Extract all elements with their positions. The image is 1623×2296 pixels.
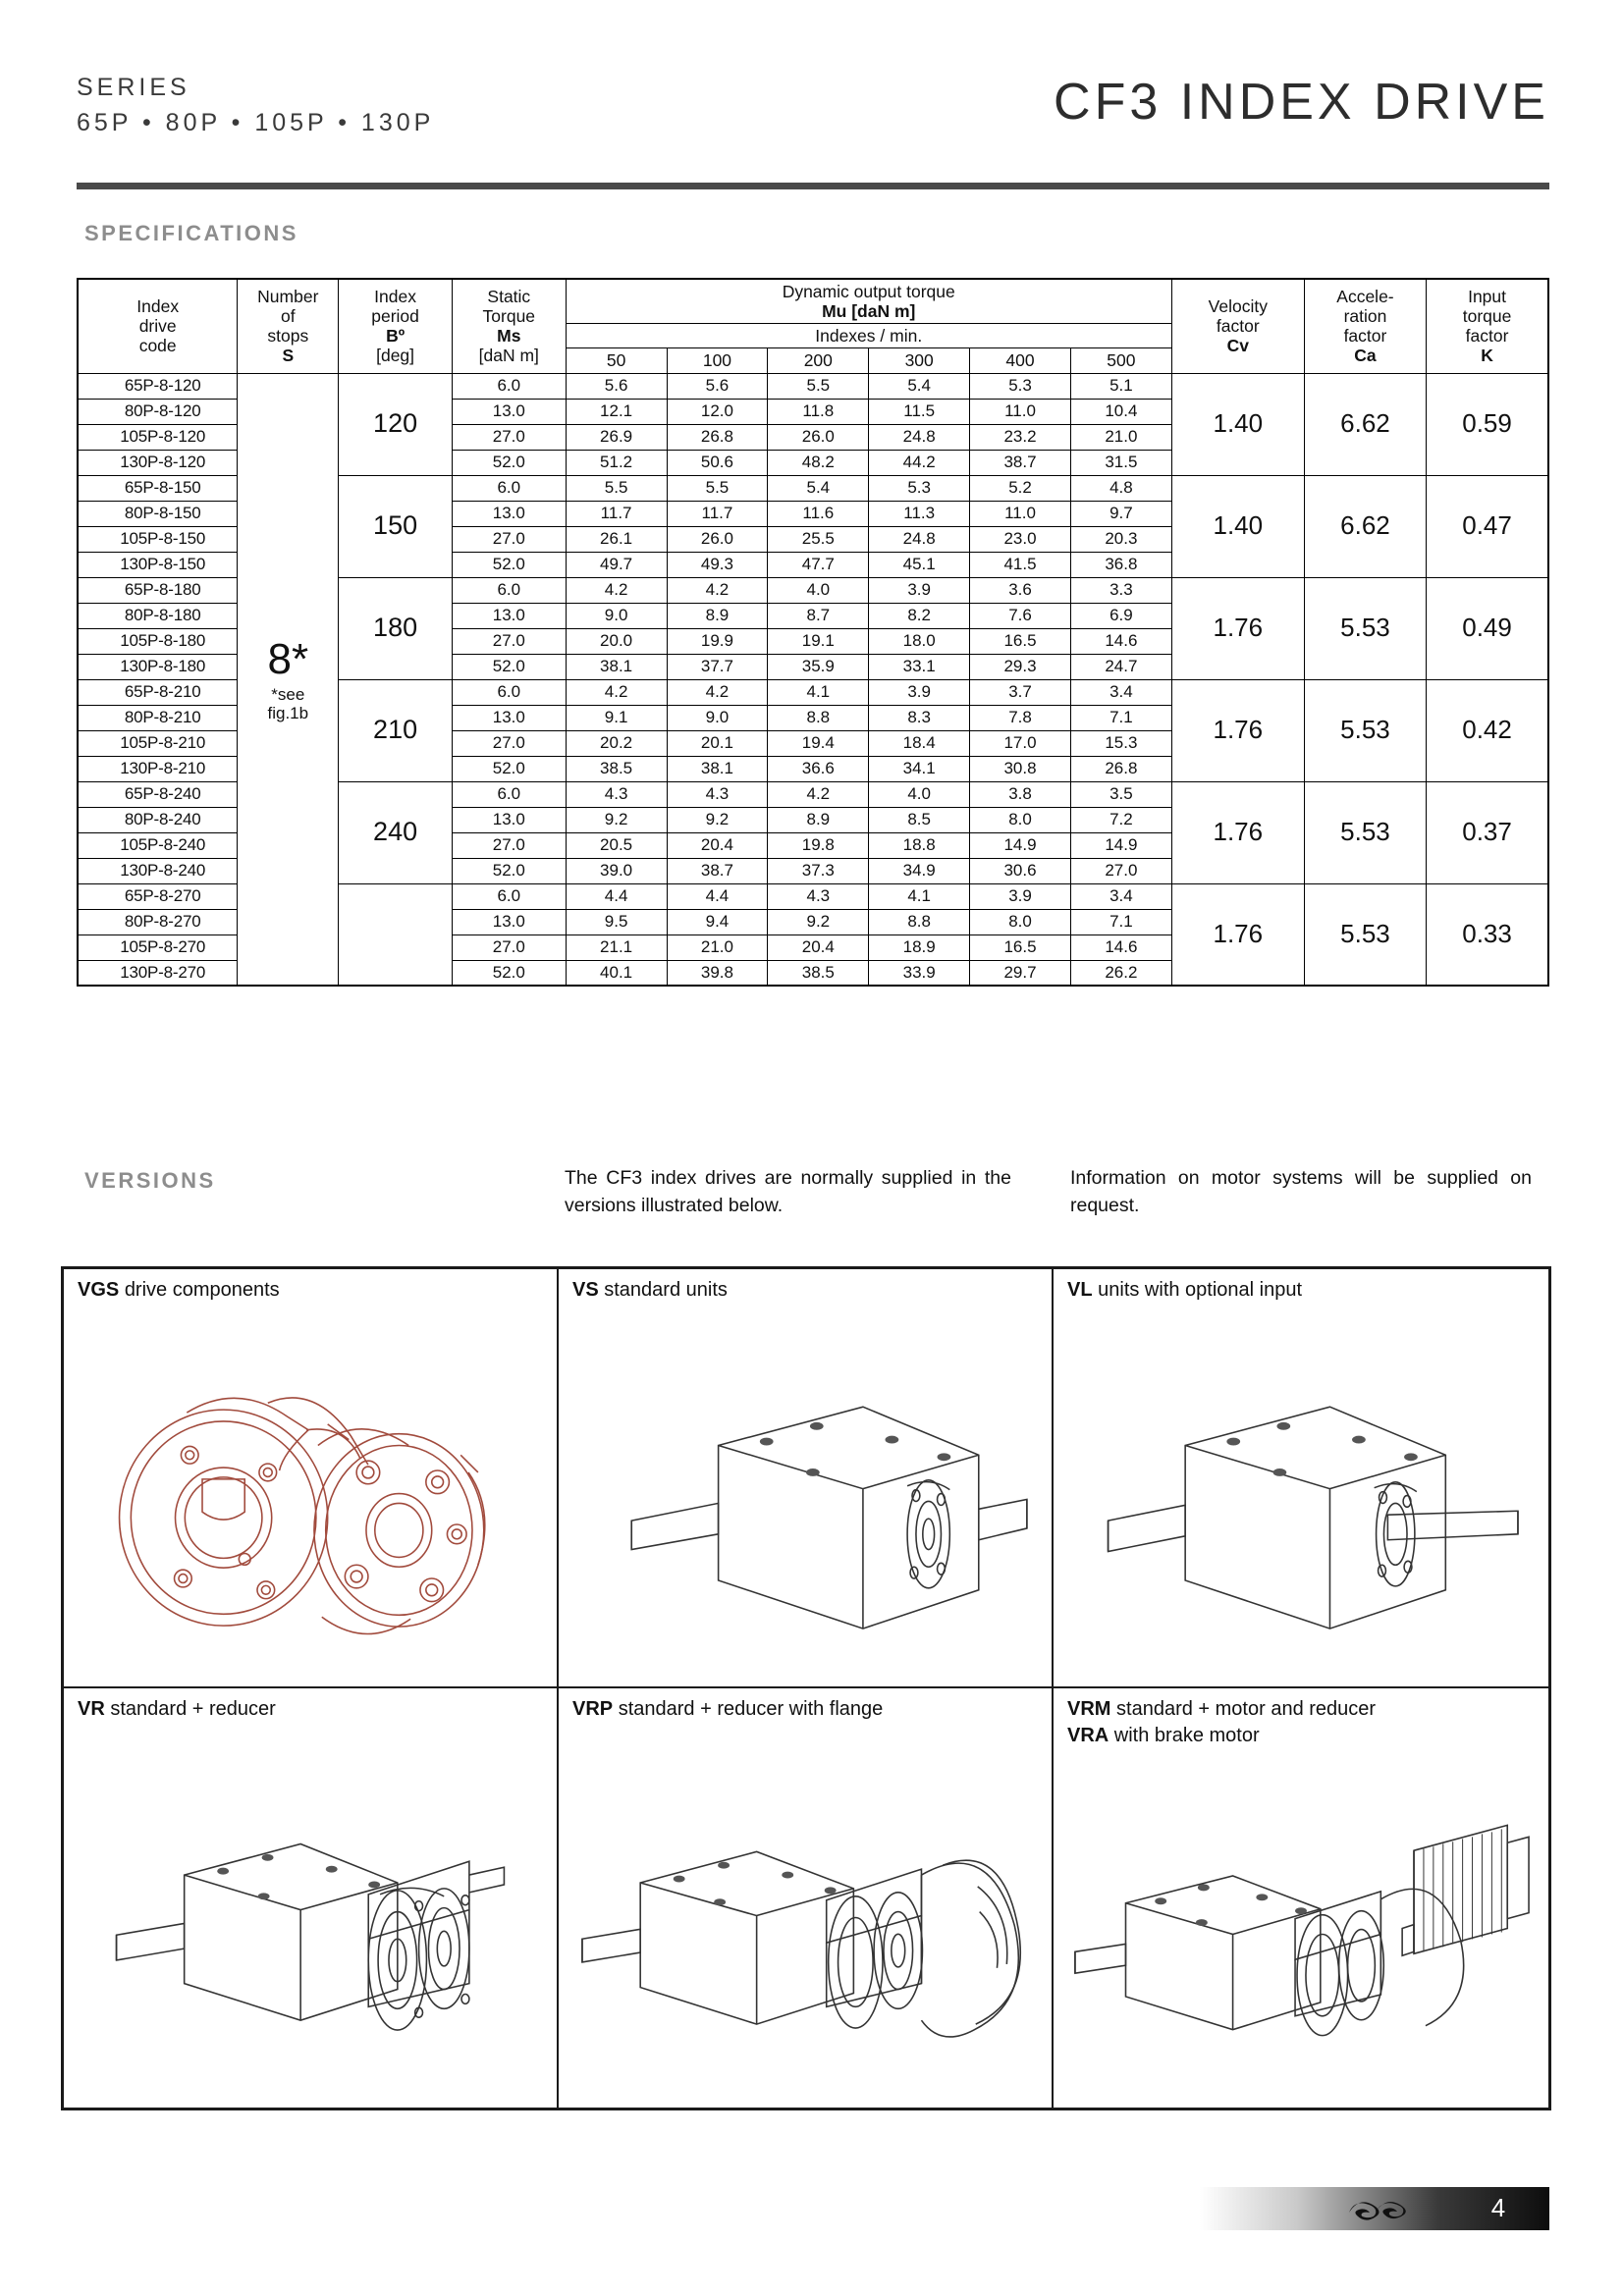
versions-heading: VERSIONS xyxy=(84,1168,216,1193)
cell-static-torque: 13.0 xyxy=(452,501,566,526)
cell-dynamic-torque-100: 38.7 xyxy=(667,858,768,883)
versions-grid xyxy=(61,1266,1551,2110)
cell-dynamic-torque-200: 19.1 xyxy=(768,628,869,654)
cell-velocity-factor: 1.76 xyxy=(1171,781,1304,883)
header-divider xyxy=(77,183,1549,189)
cell-dynamic-torque-200: 8.7 xyxy=(768,603,869,628)
cell-dynamic-torque-100: 4.2 xyxy=(667,577,768,603)
cell-index-drive-code: 80P-8-240 xyxy=(78,807,238,832)
cell-dynamic-torque-200: 9.2 xyxy=(768,909,869,934)
cell-static-torque: 6.0 xyxy=(452,679,566,705)
version-art-vr xyxy=(64,1730,557,2108)
cell-index-period: 120 xyxy=(339,373,453,475)
version-label-vrm xyxy=(1067,1698,1376,1747)
cell-index-drive-code: 105P-8-240 xyxy=(78,832,238,858)
cell-static-torque: 6.0 xyxy=(452,475,566,501)
cell-dynamic-torque-100: 11.7 xyxy=(667,501,768,526)
cell-dynamic-torque-200: 37.3 xyxy=(768,858,869,883)
cell-static-torque: 52.0 xyxy=(452,450,566,475)
stops-value: 8* xyxy=(267,634,309,683)
cell-dynamic-torque-400: 5.3 xyxy=(970,373,1071,399)
cell-dynamic-torque-400: 3.7 xyxy=(970,679,1071,705)
cell-dynamic-torque-300: 8.3 xyxy=(869,705,970,730)
cell-dynamic-torque-50: 9.2 xyxy=(566,807,667,832)
cell-dynamic-torque-500: 21.0 xyxy=(1070,424,1171,450)
cell-dynamic-torque-500: 14.6 xyxy=(1070,934,1171,960)
cell-dynamic-torque-50: 12.1 xyxy=(566,399,667,424)
cell-dynamic-torque-400: 30.8 xyxy=(970,756,1071,781)
cell-dynamic-torque-400: 3.6 xyxy=(970,577,1071,603)
version-label-vra xyxy=(1067,1725,1376,1747)
page-title: CF3 INDEX DRIVE xyxy=(1054,74,1549,131)
cell-dynamic-torque-100: 50.6 xyxy=(667,450,768,475)
cell-input-torque-factor: 0.47 xyxy=(1427,475,1548,577)
company-logo xyxy=(1343,2191,1412,2226)
cell-dynamic-torque-50: 20.0 xyxy=(566,628,667,654)
cell-dynamic-torque-400: 11.0 xyxy=(970,399,1071,424)
cell-dynamic-torque-50: 4.2 xyxy=(566,577,667,603)
cell-velocity-factor: 1.76 xyxy=(1171,679,1304,781)
cell-dynamic-torque-100: 19.9 xyxy=(667,628,768,654)
th-index-drive-code: Index drive code xyxy=(78,279,238,373)
cell-dynamic-torque-50: 4.4 xyxy=(566,883,667,909)
cell-static-torque: 27.0 xyxy=(452,730,566,756)
cell-index-drive-code: 80P-8-120 xyxy=(78,399,238,424)
cell-dynamic-torque-100: 4.2 xyxy=(667,679,768,705)
cell-dynamic-torque-50: 39.0 xyxy=(566,858,667,883)
cell-dynamic-torque-500: 10.4 xyxy=(1070,399,1171,424)
th-index-400: 400 xyxy=(970,348,1071,373)
cell-dynamic-torque-400: 30.6 xyxy=(970,858,1071,883)
th-index-period: Index period Bº [deg] xyxy=(339,279,453,373)
cell-acceleration-factor: 5.53 xyxy=(1304,679,1426,781)
cell-dynamic-torque-100: 5.5 xyxy=(667,475,768,501)
table-row xyxy=(78,373,1548,399)
cell-dynamic-torque-200: 48.2 xyxy=(768,450,869,475)
cell-dynamic-torque-200: 19.4 xyxy=(768,730,869,756)
cell-dynamic-torque-500: 9.7 xyxy=(1070,501,1171,526)
series-label: SERIES xyxy=(77,74,190,101)
cell-dynamic-torque-200: 35.9 xyxy=(768,654,869,679)
cell-dynamic-torque-500: 4.8 xyxy=(1070,475,1171,501)
cell-dynamic-torque-300: 8.2 xyxy=(869,603,970,628)
cell-velocity-factor: 1.76 xyxy=(1171,577,1304,679)
page-number: 4 xyxy=(1490,2193,1506,2222)
cell-dynamic-torque-300: 18.0 xyxy=(869,628,970,654)
cell-dynamic-torque-300: 44.2 xyxy=(869,450,970,475)
cell-input-torque-factor: 0.33 xyxy=(1427,883,1548,986)
cell-dynamic-torque-200: 5.5 xyxy=(768,373,869,399)
cell-dynamic-torque-100: 8.9 xyxy=(667,603,768,628)
cell-static-torque: 52.0 xyxy=(452,654,566,679)
version-code-vra: VRA xyxy=(1067,1725,1109,1746)
cell-dynamic-torque-100: 9.2 xyxy=(667,807,768,832)
stops-note-2: fig.1b xyxy=(267,704,309,723)
cell-dynamic-torque-500: 26.8 xyxy=(1070,756,1171,781)
th-dynamic-output-torque: Dynamic output torque Mu [daN m] xyxy=(566,279,1171,324)
cell-static-torque: 13.0 xyxy=(452,909,566,934)
cell-dynamic-torque-300: 11.5 xyxy=(869,399,970,424)
cell-acceleration-factor: 5.53 xyxy=(1304,781,1426,883)
cell-dynamic-torque-400: 16.5 xyxy=(970,934,1071,960)
cell-input-torque-factor: 0.42 xyxy=(1427,679,1548,781)
cell-dynamic-torque-100: 20.4 xyxy=(667,832,768,858)
cell-dynamic-torque-50: 5.5 xyxy=(566,475,667,501)
th-index-300: 300 xyxy=(869,348,970,373)
cell-static-torque: 27.0 xyxy=(452,628,566,654)
version-code-vs: VS xyxy=(572,1279,599,1301)
cell-index-drive-code: 130P-8-120 xyxy=(78,450,238,475)
version-code-vrp: VRP xyxy=(572,1698,614,1720)
version-label-vs xyxy=(572,1279,728,1302)
cell-index-drive-code: 65P-8-120 xyxy=(78,373,238,399)
cell-acceleration-factor: 5.53 xyxy=(1304,577,1426,679)
cell-dynamic-torque-400: 5.2 xyxy=(970,475,1071,501)
version-desc-vl: units with optional input xyxy=(1098,1279,1303,1301)
versions-paragraph-1: The CF3 index drives are normally supplied in the versions illustrated below. xyxy=(565,1167,1011,1217)
cell-dynamic-torque-50: 21.1 xyxy=(566,934,667,960)
cell-index-period: 150 xyxy=(339,475,453,577)
cell-dynamic-torque-50: 4.2 xyxy=(566,679,667,705)
cell-index-period: 240 xyxy=(339,781,453,883)
th-input-torque-factor: Input torque factor K xyxy=(1427,279,1548,373)
cell-acceleration-factor: 5.53 xyxy=(1304,883,1426,986)
th-index-200: 200 xyxy=(768,348,869,373)
cell-static-torque: 13.0 xyxy=(452,807,566,832)
cell-dynamic-torque-500: 7.1 xyxy=(1070,909,1171,934)
cell-index-drive-code: 65P-8-270 xyxy=(78,883,238,909)
cell-dynamic-torque-100: 5.6 xyxy=(667,373,768,399)
cell-dynamic-torque-400: 29.3 xyxy=(970,654,1071,679)
th-index-500: 500 xyxy=(1070,348,1171,373)
cell-dynamic-torque-300: 8.8 xyxy=(869,909,970,934)
cell-index-drive-code: 105P-8-180 xyxy=(78,628,238,654)
cell-dynamic-torque-50: 9.0 xyxy=(566,603,667,628)
cell-dynamic-torque-400: 3.9 xyxy=(970,883,1071,909)
cell-dynamic-torque-300: 45.1 xyxy=(869,552,970,577)
cell-dynamic-torque-50: 20.5 xyxy=(566,832,667,858)
cell-velocity-factor: 1.40 xyxy=(1171,373,1304,475)
cell-index-drive-code: 80P-8-180 xyxy=(78,603,238,628)
cell-dynamic-torque-400: 7.6 xyxy=(970,603,1071,628)
cell-dynamic-torque-200: 5.4 xyxy=(768,475,869,501)
cell-static-torque: 6.0 xyxy=(452,373,566,399)
version-desc-vgs: drive components xyxy=(124,1279,280,1301)
cell-index-drive-code: 65P-8-210 xyxy=(78,679,238,705)
cell-dynamic-torque-500: 20.3 xyxy=(1070,526,1171,552)
cell-dynamic-torque-300: 33.9 xyxy=(869,960,970,986)
cell-dynamic-torque-200: 8.9 xyxy=(768,807,869,832)
cell-dynamic-torque-500: 14.9 xyxy=(1070,832,1171,858)
cell-index-period xyxy=(339,883,453,986)
cell-dynamic-torque-500: 31.5 xyxy=(1070,450,1171,475)
cell-dynamic-torque-100: 12.0 xyxy=(667,399,768,424)
version-desc-vs: standard units xyxy=(604,1279,728,1301)
version-label-vrp xyxy=(572,1698,883,1721)
cell-static-torque: 13.0 xyxy=(452,603,566,628)
cell-index-drive-code: 65P-8-180 xyxy=(78,577,238,603)
cell-velocity-factor: 1.76 xyxy=(1171,883,1304,986)
th-index-100: 100 xyxy=(667,348,768,373)
cell-dynamic-torque-50: 38.1 xyxy=(566,654,667,679)
cell-dynamic-torque-400: 8.0 xyxy=(970,807,1071,832)
cell-dynamic-torque-100: 26.0 xyxy=(667,526,768,552)
cell-index-period: 180 xyxy=(339,577,453,679)
th-number-of-stops: Number of stops S xyxy=(238,279,339,373)
cell-dynamic-torque-500: 15.3 xyxy=(1070,730,1171,756)
cell-dynamic-torque-50: 49.7 xyxy=(566,552,667,577)
cell-static-torque: 27.0 xyxy=(452,832,566,858)
cell-index-drive-code: 130P-8-150 xyxy=(78,552,238,577)
version-label-vl xyxy=(1067,1279,1302,1302)
cell-dynamic-torque-300: 24.8 xyxy=(869,424,970,450)
cell-dynamic-torque-100: 9.0 xyxy=(667,705,768,730)
cell-index-drive-code: 130P-8-240 xyxy=(78,858,238,883)
version-code-vrm: VRM xyxy=(1067,1698,1111,1720)
cell-dynamic-torque-200: 25.5 xyxy=(768,526,869,552)
cell-dynamic-torque-50: 38.5 xyxy=(566,756,667,781)
cell-dynamic-torque-200: 36.6 xyxy=(768,756,869,781)
cell-dynamic-torque-300: 34.1 xyxy=(869,756,970,781)
specifications-heading: SPECIFICATIONS xyxy=(84,221,298,245)
cell-dynamic-torque-500: 14.6 xyxy=(1070,628,1171,654)
cell-dynamic-torque-300: 4.1 xyxy=(869,883,970,909)
cell-dynamic-torque-300: 18.8 xyxy=(869,832,970,858)
cell-dynamic-torque-100: 21.0 xyxy=(667,934,768,960)
cell-dynamic-torque-400: 8.0 xyxy=(970,909,1071,934)
cell-dynamic-torque-100: 26.8 xyxy=(667,424,768,450)
cell-static-torque: 27.0 xyxy=(452,424,566,450)
cell-static-torque: 52.0 xyxy=(452,858,566,883)
cell-dynamic-torque-200: 38.5 xyxy=(768,960,869,986)
cell-dynamic-torque-50: 5.6 xyxy=(566,373,667,399)
cell-dynamic-torque-400: 7.8 xyxy=(970,705,1071,730)
cell-index-drive-code: 65P-8-240 xyxy=(78,781,238,807)
cell-dynamic-torque-50: 26.1 xyxy=(566,526,667,552)
cell-dynamic-torque-300: 3.9 xyxy=(869,679,970,705)
cell-dynamic-torque-200: 20.4 xyxy=(768,934,869,960)
cell-dynamic-torque-200: 8.8 xyxy=(768,705,869,730)
cell-dynamic-torque-400: 11.0 xyxy=(970,501,1071,526)
cell-dynamic-torque-200: 4.0 xyxy=(768,577,869,603)
cell-index-drive-code: 130P-8-180 xyxy=(78,654,238,679)
cell-index-drive-code: 80P-8-150 xyxy=(78,501,238,526)
cell-index-drive-code: 105P-8-270 xyxy=(78,934,238,960)
cell-dynamic-torque-200: 11.8 xyxy=(768,399,869,424)
cell-index-drive-code: 130P-8-210 xyxy=(78,756,238,781)
cell-dynamic-torque-500: 26.2 xyxy=(1070,960,1171,986)
version-art-vl xyxy=(1054,1310,1548,1686)
cell-dynamic-torque-50: 20.2 xyxy=(566,730,667,756)
cell-input-torque-factor: 0.49 xyxy=(1427,577,1548,679)
cell-dynamic-torque-300: 33.1 xyxy=(869,654,970,679)
cell-dynamic-torque-200: 26.0 xyxy=(768,424,869,450)
version-cell-vrp xyxy=(559,1688,1054,2108)
cell-dynamic-torque-300: 4.0 xyxy=(869,781,970,807)
cell-dynamic-torque-500: 36.8 xyxy=(1070,552,1171,577)
cell-static-torque: 52.0 xyxy=(452,960,566,986)
cell-dynamic-torque-50: 51.2 xyxy=(566,450,667,475)
cell-number-of-stops xyxy=(238,373,339,986)
cell-dynamic-torque-500: 7.1 xyxy=(1070,705,1171,730)
specifications-table xyxy=(77,278,1549,987)
version-code-vr: VR xyxy=(78,1698,105,1720)
cell-static-torque: 52.0 xyxy=(452,756,566,781)
cell-dynamic-torque-50: 26.9 xyxy=(566,424,667,450)
cell-dynamic-torque-400: 23.2 xyxy=(970,424,1071,450)
cell-static-torque: 6.0 xyxy=(452,577,566,603)
cell-dynamic-torque-100: 4.3 xyxy=(667,781,768,807)
cell-dynamic-torque-500: 3.4 xyxy=(1070,679,1171,705)
version-cell-vrm xyxy=(1054,1688,1548,2108)
th-velocity-factor: Velocity factor Cv xyxy=(1171,279,1304,373)
cell-static-torque: 27.0 xyxy=(452,934,566,960)
cell-index-drive-code: 105P-8-120 xyxy=(78,424,238,450)
version-art-vrm xyxy=(1054,1757,1548,2108)
cell-dynamic-torque-400: 17.0 xyxy=(970,730,1071,756)
version-cell-vgs xyxy=(64,1269,559,1688)
cell-dynamic-torque-200: 11.6 xyxy=(768,501,869,526)
specifications-table-wrap xyxy=(77,278,1549,987)
cell-dynamic-torque-300: 3.9 xyxy=(869,577,970,603)
cell-dynamic-torque-200: 4.2 xyxy=(768,781,869,807)
cell-index-drive-code: 65P-8-150 xyxy=(78,475,238,501)
cell-static-torque: 6.0 xyxy=(452,781,566,807)
version-code-vl: VL xyxy=(1067,1279,1093,1301)
cell-dynamic-torque-500: 3.4 xyxy=(1070,883,1171,909)
cell-acceleration-factor: 6.62 xyxy=(1304,373,1426,475)
cell-dynamic-torque-400: 38.7 xyxy=(970,450,1071,475)
cell-dynamic-torque-300: 34.9 xyxy=(869,858,970,883)
cell-input-torque-factor: 0.37 xyxy=(1427,781,1548,883)
cell-index-drive-code: 105P-8-210 xyxy=(78,730,238,756)
cell-dynamic-torque-100: 37.7 xyxy=(667,654,768,679)
cell-dynamic-torque-50: 4.3 xyxy=(566,781,667,807)
cell-dynamic-torque-500: 3.5 xyxy=(1070,781,1171,807)
series-block xyxy=(77,71,434,140)
cell-dynamic-torque-100: 39.8 xyxy=(667,960,768,986)
version-label-vgs xyxy=(78,1279,280,1302)
cell-static-torque: 27.0 xyxy=(452,526,566,552)
cell-dynamic-torque-50: 11.7 xyxy=(566,501,667,526)
cell-dynamic-torque-500: 7.2 xyxy=(1070,807,1171,832)
th-static-torque: Static Torque Ms [daN m] xyxy=(452,279,566,373)
cell-dynamic-torque-500: 6.9 xyxy=(1070,603,1171,628)
cell-index-drive-code: 80P-8-270 xyxy=(78,909,238,934)
cell-dynamic-torque-500: 27.0 xyxy=(1070,858,1171,883)
cell-dynamic-torque-300: 24.8 xyxy=(869,526,970,552)
cell-dynamic-torque-500: 3.3 xyxy=(1070,577,1171,603)
cell-dynamic-torque-500: 24.7 xyxy=(1070,654,1171,679)
cell-index-drive-code: 130P-8-270 xyxy=(78,960,238,986)
cell-dynamic-torque-200: 19.8 xyxy=(768,832,869,858)
cell-dynamic-torque-400: 23.0 xyxy=(970,526,1071,552)
cell-dynamic-torque-400: 41.5 xyxy=(970,552,1071,577)
version-desc-vr: standard + reducer xyxy=(110,1698,276,1720)
th-indexes-per-min: Indexes / min. xyxy=(566,324,1171,348)
cell-dynamic-torque-300: 5.3 xyxy=(869,475,970,501)
cell-dynamic-torque-300: 18.9 xyxy=(869,934,970,960)
version-art-vrp xyxy=(559,1730,1052,2108)
cell-index-drive-code: 105P-8-150 xyxy=(78,526,238,552)
th-acceleration-factor: Accele- ration factor Ca xyxy=(1304,279,1426,373)
version-code-vgs: VGS xyxy=(78,1279,120,1301)
cell-dynamic-torque-400: 14.9 xyxy=(970,832,1071,858)
version-cell-vr xyxy=(64,1688,559,2108)
cell-dynamic-torque-50: 9.1 xyxy=(566,705,667,730)
series-models: 65P • 80P • 105P • 130P xyxy=(77,108,435,136)
version-desc-vrp: standard + reducer with flange xyxy=(618,1698,884,1720)
version-desc-vrm: standard + motor and reducer xyxy=(1116,1698,1377,1720)
version-cell-vl xyxy=(1054,1269,1548,1688)
stops-note-1: *see xyxy=(271,684,305,704)
cell-dynamic-torque-400: 29.7 xyxy=(970,960,1071,986)
version-art-vs xyxy=(559,1310,1052,1686)
cell-dynamic-torque-400: 3.8 xyxy=(970,781,1071,807)
cell-dynamic-torque-100: 49.3 xyxy=(667,552,768,577)
cell-dynamic-torque-300: 18.4 xyxy=(869,730,970,756)
cell-dynamic-torque-100: 20.1 xyxy=(667,730,768,756)
cell-index-drive-code: 80P-8-210 xyxy=(78,705,238,730)
version-cell-vs xyxy=(559,1269,1054,1688)
versions-paragraph-2: Information on motor systems will be supplied on request. xyxy=(1070,1167,1532,1217)
version-desc-vra: with brake motor xyxy=(1113,1725,1260,1746)
cell-static-torque: 6.0 xyxy=(452,883,566,909)
version-label-vr xyxy=(78,1698,276,1721)
cell-dynamic-torque-300: 5.4 xyxy=(869,373,970,399)
cell-dynamic-torque-100: 9.4 xyxy=(667,909,768,934)
cell-static-torque: 13.0 xyxy=(452,399,566,424)
cell-dynamic-torque-300: 11.3 xyxy=(869,501,970,526)
cell-acceleration-factor: 6.62 xyxy=(1304,475,1426,577)
version-art-vgs xyxy=(64,1310,557,1686)
cell-dynamic-torque-50: 40.1 xyxy=(566,960,667,986)
page-header xyxy=(77,71,1549,169)
cell-dynamic-torque-200: 47.7 xyxy=(768,552,869,577)
cell-dynamic-torque-400: 16.5 xyxy=(970,628,1071,654)
cell-velocity-factor: 1.40 xyxy=(1171,475,1304,577)
cell-dynamic-torque-200: 4.1 xyxy=(768,679,869,705)
cell-dynamic-torque-50: 9.5 xyxy=(566,909,667,934)
cell-input-torque-factor: 0.59 xyxy=(1427,373,1548,475)
cell-dynamic-torque-100: 4.4 xyxy=(667,883,768,909)
cell-index-period: 210 xyxy=(339,679,453,781)
th-index-50: 50 xyxy=(566,348,667,373)
cell-dynamic-torque-200: 4.3 xyxy=(768,883,869,909)
cell-static-torque: 13.0 xyxy=(452,705,566,730)
cell-dynamic-torque-300: 8.5 xyxy=(869,807,970,832)
cell-static-torque: 52.0 xyxy=(452,552,566,577)
cell-dynamic-torque-100: 38.1 xyxy=(667,756,768,781)
cell-dynamic-torque-500: 5.1 xyxy=(1070,373,1171,399)
